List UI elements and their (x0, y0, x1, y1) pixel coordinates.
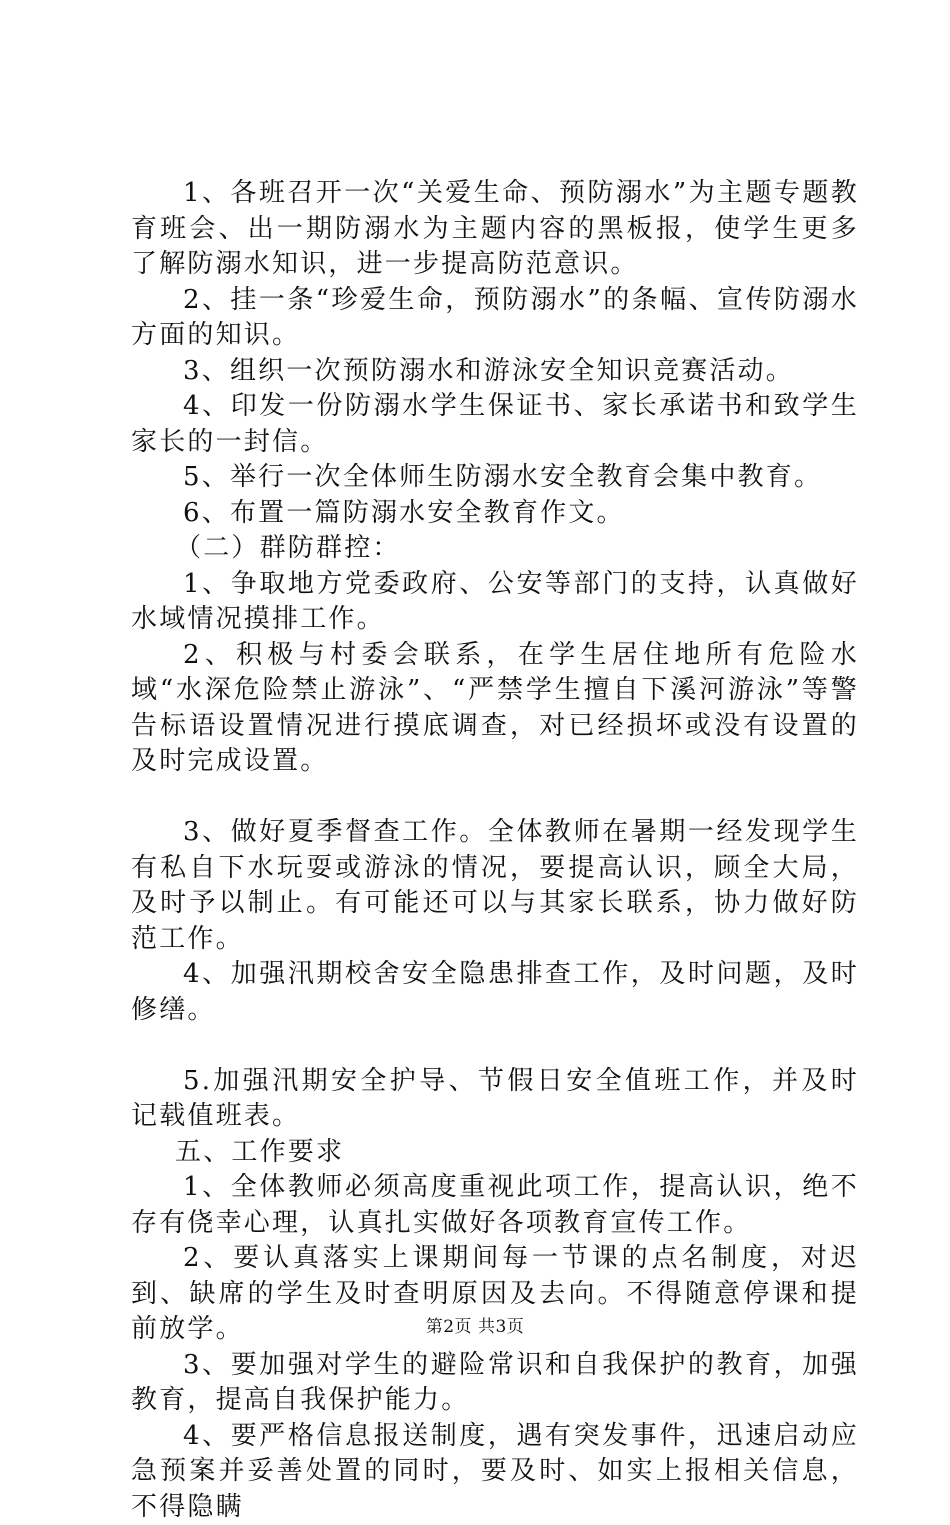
paragraph-item-2: 2、挂一条“珍爱生命，预防溺水”的条幅、宣传防溺水方面的知识。 (131, 283, 859, 354)
paragraph-item-7: 1、争取地方党委政府、公安等部门的支持，认真做好水域情况摸排工作。 (131, 567, 859, 638)
paragraph-item-13: 2、要认真落实上课期间每一节课的点名制度，对迟到、缺席的学生及时查明原因及去向。不得随意停课和提前放学。 (131, 1241, 859, 1348)
paragraph-item-9: 3、做好夏季督查工作。全体教师在暑期一经发现学生有私自下水玩耍或游泳的情况，要提高认识，顾全大局，及时予以制止。有可能还可以与其家长联系，协力做好防范工作。 (131, 815, 859, 957)
page-footer: 第2页 共3页 (0, 1312, 950, 1337)
paragraph-item-4: 4、印发一份防溺水学生保证书、家长承诺书和致学生家长的一封信。 (131, 389, 859, 460)
paragraph-item-6: 6、布置一篇防溺水安全教育作文。 (131, 496, 859, 532)
paragraph-item-8: 2、积极与村委会联系，在学生居住地所有危险水域“水深危险禁止游泳”、“严禁学生擅自下溪河游泳”等警告标语设置情况进行摸底调查，对已经损坏或没有设置的及时完成设置。 (131, 638, 859, 780)
paragraph-item-3: 3、组织一次预防溺水和游泳安全知识竞赛活动。 (131, 354, 859, 390)
paragraph-item-10: 4、加强汛期校舍安全隐患排查工作，及时问题，及时修缮。 (131, 957, 859, 1028)
section-heading-work-requirements: 五、工作要求 (131, 1135, 859, 1171)
section-heading-group-control: （二）群防群控： (131, 531, 859, 567)
paragraph-item-11: 5.加强汛期安全护导、节假日安全值班工作，并及时记载值班表。 (131, 1064, 859, 1135)
paragraph-item-14: 3、要加强对学生的避险常识和自我保护的教育，加强教育，提高自我保护能力。 (131, 1348, 859, 1419)
paragraph-item-5: 5、举行一次全体师生防溺水安全教育会集中教育。 (131, 460, 859, 496)
paragraph-item-15: 4、要严格信息报送制度，遇有突发事件，迅速启动应急预案并妥善处置的同时，要及时、如实上报相关信息，不得隐瞒 (131, 1419, 859, 1525)
paragraph-item-1: 1、各班召开一次“关爱生命、预防溺水”为主题专题教育班会、出一期防溺水为主题内容的黑板报，使学生更多了解防溺水知识，进一步提高防范意识。 (131, 176, 859, 283)
paragraph-item-12: 1、全体教师必须高度重视此项工作，提高认识，绝不存有侥幸心理，认真扎实做好各项教育宣传工作。 (131, 1170, 859, 1241)
